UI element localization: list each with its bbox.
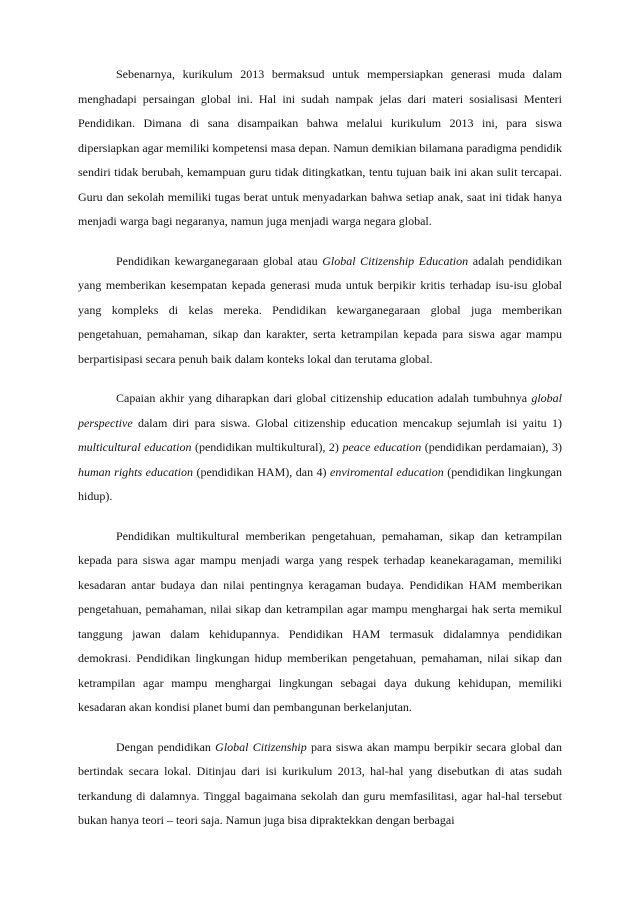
- paragraph-3: [78, 386, 562, 509]
- italic-term: multicultural education: [78, 440, 192, 454]
- text-run: (pendidikan HAM), dan 4): [192, 464, 331, 479]
- italic-term: Global Citizenship Education: [322, 253, 469, 268]
- paragraph-2: [78, 249, 562, 372]
- paragraph-1: [78, 62, 562, 234]
- text-run: Pendidikan multikultural memberikan pengetahuan, pemahaman, sikap dan ketrampilan kepada para siswa agar mampu menjadi warga yang respek terhadap keanekaragaman, memiliki kesadaran antar budaya dan nilai pentingnya keragaman budaya. Pendidikan HAM memberikan pengetahuan, pemahaman, nilai sikap dan ketrampilan agar mampu menghargai hak serta memikul tanggung jawan dalam kehidupannya. Pendidikan HAM termasuk didalamnya pendidikan demokrasi. Pendidikan lingkungan hidup memberikan pengetahuan, pemahaman, nilai sikap dan ketrampilan agar mampu menghargai lingkungan sebagai daya dukung kehidupan, memiliki kesadaran akan kondisi planet bumi dan pembangunan berkelanjutan.: [78, 528, 562, 714]
- italic-term: Global Citizenship: [215, 739, 307, 754]
- text-run: (pendidikan lingkungan hidup).: [78, 464, 562, 503]
- paragraph-5: [78, 735, 562, 833]
- text-run: Capaian akhir yang diharapkan dari global citizenship education adalah tumbuhnya: [116, 391, 532, 405]
- text-run: (pendidikan perdamaian), 3): [421, 440, 562, 454]
- text-run: Sebenarnya, kurikulum 2013 bermaksud untuk mempersiapkan generasi muda dalam menghadapi persaingan global ini. Hal ini sudah nampak jelas dari materi sosialisasi Menteri Pendidikan. Dimana di sana disampaikan bahwa melalui kurikulum 2013 ini, para siswa dipersiapkan agar memiliki kompetensi masa depan. Namun demikian bilamana paradigma pendidik sendiri tidak berubah, kemampuan guru tidak ditingkatkan, tentu tujuan baik ini akan sulit tercapai. Guru dan sekolah memiliki tugas berat untuk menyadarkan bahwa setiap anak, saat ini tidak hanya menjadi warga bagi negaranya, namun juga menjadi warga negara global.: [78, 67, 562, 228]
- text-run: (pendidikan multikultural), 2): [191, 440, 343, 454]
- paragraph-4: [78, 524, 562, 720]
- text-run: Pendidikan kewarganegaraan global atau: [116, 253, 323, 268]
- text-run: adalah pendidikan yang memberikan kesempatan kepada generasi muda untuk berpikir kritis terhadap isu-isu global yang kompleks di kelas mereka. Pendidikan kewarganegaraan global juga memberikan pengetahuan, pemahaman, sikap dan karakter, serta ketrampilan kepada para siswa agar mampu berpartisipasi secara penuh baik dalam konteks lokal dan terutama global.: [78, 253, 563, 366]
- italic-term: peace education: [342, 440, 422, 454]
- italic-term: enviromental education: [330, 464, 444, 479]
- document-page: [78, 62, 562, 833]
- text-run: para siswa akan mampu berpikir secara global dan bertindak secara lokal. Ditinjau dari isi kurikulum 2013, hal-hal yang disebutkan di atas sudah terkandung di dalamnya. Tinggal bagaimana sekolah dan guru memfasilitasi, agar hal-hal tersebut bukan hanya teori – teori saja. Namun juga bisa dipraktekkan dengan berbagai: [78, 739, 562, 827]
- italic-term: human rights education: [78, 464, 193, 479]
- text-run: dalam diri para siswa. Global citizenship education mencakup sejumlah isi yaitu 1): [132, 415, 562, 430]
- text-run: Dengan pendidikan: [116, 739, 216, 754]
- italic-term: global perspective: [78, 391, 562, 430]
